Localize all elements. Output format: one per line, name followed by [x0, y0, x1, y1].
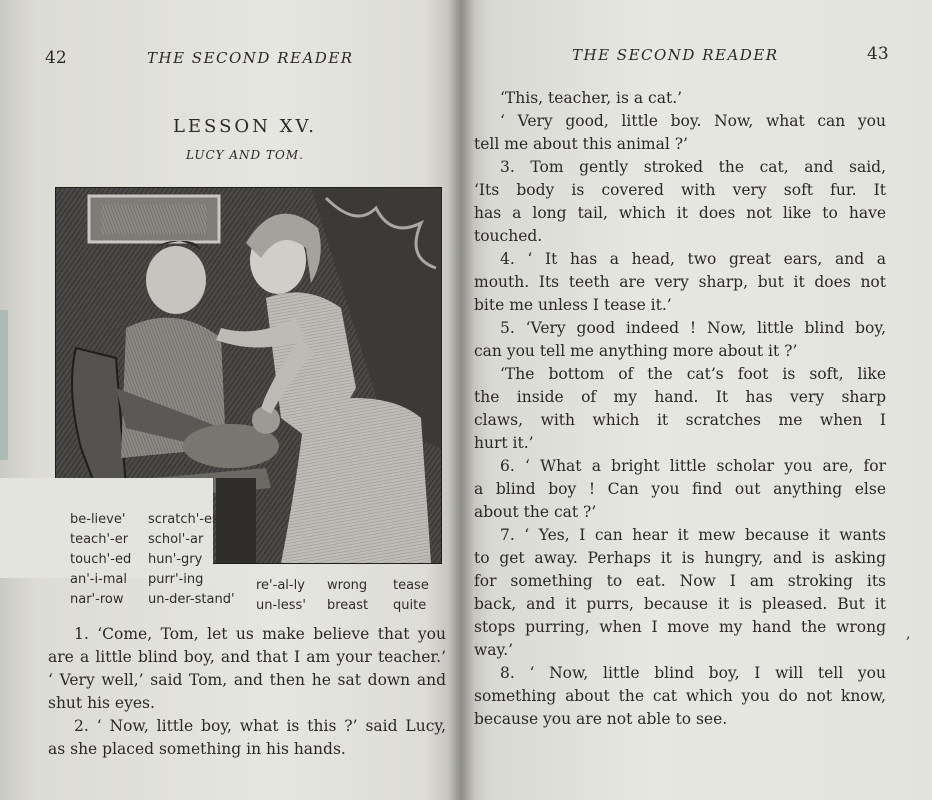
spelling-word: be-lieve' — [70, 512, 126, 527]
text-line: has a long tail, which it does not like to have — [474, 204, 886, 222]
spelling-word: an'-i-mal — [70, 572, 128, 587]
spelling-word: tease — [393, 578, 429, 593]
left-running-head: THE SECOND READER — [147, 49, 354, 67]
spelling-col-1 — [70, 510, 131, 610]
text-line: claws, with which it scratches me when I — [474, 411, 886, 429]
spelling-word: schol'-ar — [148, 532, 204, 547]
text-line: shut his eyes. — [48, 694, 155, 712]
spelling-col-5 — [393, 576, 429, 616]
spelling-word: nar'-row — [70, 592, 124, 607]
right-page-number: 43 — [867, 44, 889, 64]
spelling-word: breast — [327, 598, 369, 613]
spelling-word: wrong — [327, 578, 368, 593]
right-running-head: THE SECOND READER — [572, 46, 779, 64]
page-edge-strip — [0, 310, 8, 460]
spelling-word: un-der-stand' — [148, 592, 235, 607]
text-line: 8. ‘ Now, little blind boy, I will tell you — [500, 664, 886, 682]
text-line: 3. Tom gently stroked the cat, and said, — [500, 158, 886, 176]
spelling-word: scratch'-es — [148, 512, 219, 527]
text-line: back, and it purrs, because it is pleased. But it — [474, 595, 886, 613]
text-line: as she placed something in his hands. — [48, 740, 346, 758]
spelling-word: purr'-ing — [148, 572, 204, 587]
text-line: for something to eat. Now I am stroking its — [474, 572, 886, 590]
text-line: ‘This, teacher, is a cat.’ — [500, 89, 683, 107]
lesson-title: LESSON XV. — [172, 116, 318, 137]
spelling-word: touch'-ed — [70, 552, 132, 567]
text-line: something about the cat which you do not know, — [474, 687, 886, 705]
spelling-word: un-less' — [256, 598, 306, 613]
text-line: because you are not able to see. — [474, 710, 728, 728]
text-line: 7. ‘ Yes, I can hear it mew because it wants — [500, 526, 886, 544]
text-line: 5. ‘Very good indeed ! Now, little blind boy, — [500, 319, 886, 337]
text-line: 4. ‘ It has a head, two great ears, and a — [500, 250, 886, 268]
text-line: the inside of my hand. It has very sharp — [474, 388, 886, 406]
spelling-word: hun'-gry — [148, 552, 203, 567]
spelling-word: re'-al-ly — [256, 578, 305, 593]
spelling-word: teach'-er — [70, 532, 129, 547]
right-page — [462, 0, 932, 800]
text-line: a blind boy ! Can you find out anything else — [474, 480, 886, 498]
text-line: can you tell me anything more about it ?’ — [474, 342, 798, 360]
text-line: bite me unless I tease it.’ — [474, 296, 672, 314]
text-line: are a little blind boy, and that I am your teacher.’ — [48, 648, 446, 666]
text-line: about the cat ?’ — [474, 503, 597, 521]
text-line: touched. — [474, 227, 543, 245]
book-gutter — [448, 0, 474, 800]
text-line: 2. ‘ Now, little boy, what is this ?’ said Lucy, — [74, 717, 446, 735]
spelling-col-3 — [256, 576, 306, 616]
spelling-word: quite — [393, 598, 427, 613]
margin-mark: , — [906, 626, 911, 642]
text-line: ‘ Very well,’ said Tom, and then he sat down and — [48, 671, 446, 689]
text-line: ‘ Very good, little boy. Now, what can you — [500, 112, 886, 130]
spelling-col-2 — [148, 510, 235, 610]
text-line: tell me about this animal ?’ — [474, 135, 688, 153]
text-line: ‘Its body is covered with very soft fur. It — [474, 181, 886, 199]
text-line: 6. ‘ What a bright little scholar you are, for — [500, 457, 886, 475]
text-line: hurt it.’ — [474, 434, 534, 452]
left-body-text — [48, 623, 446, 761]
left-page-number: 42 — [45, 48, 67, 68]
left-page — [0, 0, 462, 800]
text-line: way.’ — [474, 641, 514, 659]
right-body-text — [474, 87, 886, 731]
text-line: mouth. Its teeth are very sharp, but it does not — [474, 273, 886, 291]
text-line: ‘The bottom of the cat’s foot is soft, like — [500, 365, 886, 383]
text-line: stops purring, when I move my hand the wrong — [474, 618, 886, 636]
spelling-col-4 — [327, 576, 368, 616]
text-line: 1. ‘Come, Tom, let us make believe that you — [74, 625, 446, 643]
lesson-subtitle: LUCY AND TOM. — [186, 148, 304, 162]
text-line: to get away. Perhaps it is hungry, and is asking — [474, 549, 886, 567]
